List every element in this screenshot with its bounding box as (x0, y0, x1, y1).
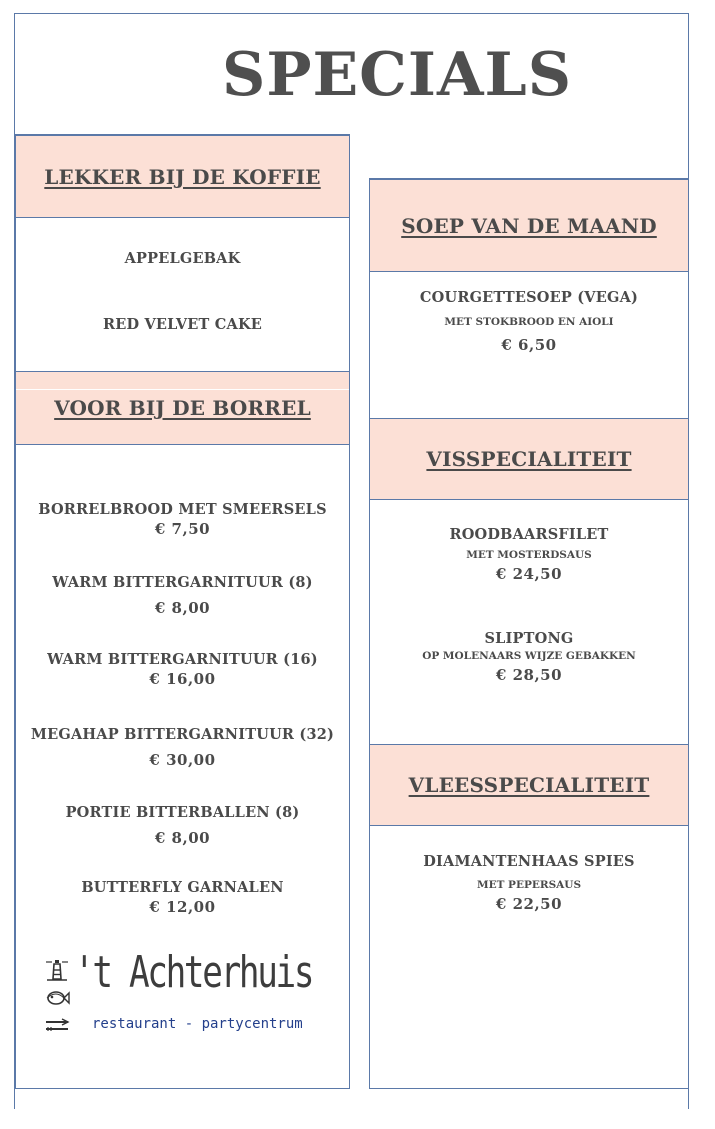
item-name: PORTIE BITTERBALLEN (8) (65, 804, 300, 821)
menu-item (370, 630, 688, 684)
vis-header (370, 418, 688, 500)
item-name: BUTTERFLY GARNALEN (81, 879, 284, 896)
restaurant-logo (38, 943, 338, 1045)
vlees-heading: VLEESSPECIALITEIT (408, 773, 650, 797)
soep-heading: SOEP VAN DE MAAND (401, 213, 657, 238)
borrel-header (16, 371, 349, 445)
lighthouse-icon (44, 957, 70, 983)
cutlery-icon (44, 1016, 70, 1036)
koffie-heading: LEKKER BIJ DE KOFFIE (44, 164, 321, 189)
item-name: COURGETTESOEP (VEGA) (419, 289, 639, 306)
item-description: MET PEPERSAUS (476, 879, 582, 891)
menu-item (16, 574, 349, 617)
menu-item (16, 879, 349, 916)
item-price: € 6,50 (501, 336, 557, 354)
item-price: € 22,50 (495, 895, 563, 913)
item-description: MET STOKBROOD EN AIOLI (444, 316, 614, 328)
left-column (15, 134, 350, 1089)
logo-name: 't Achterhuis (74, 947, 313, 998)
borrel-heading: VOOR BIJ DE BORREL (54, 396, 311, 420)
vlees-header (370, 744, 688, 826)
item-price: € 16,00 (149, 670, 216, 688)
soep-header (370, 179, 688, 272)
right-column (369, 178, 689, 1089)
item-price: € 12,00 (149, 898, 216, 916)
menu-item (16, 651, 349, 688)
koffie-header (16, 135, 349, 218)
item-price: € 24,50 (495, 565, 563, 583)
page-title: SPECIALS (222, 40, 573, 110)
menu-item (16, 726, 349, 769)
item-price: € 8,00 (154, 599, 211, 617)
item-name: ROODBAARSFILET (449, 526, 609, 543)
item-name: WARM BITTERGARNITUUR (8) (52, 574, 313, 591)
item-name: SLIPTONG (484, 630, 574, 647)
item-description: OP MOLENAARS WIJZE GEBAKKEN (422, 650, 636, 662)
vis-heading: VISSPECIALITEIT (426, 447, 632, 471)
band-divider (16, 389, 349, 390)
koffie-item: RED VELVET CAKE (102, 316, 263, 333)
item-name: WARM BITTERGARNITUUR (16) (47, 651, 318, 668)
item-price: € 7,50 (154, 520, 211, 538)
item-name: BORRELBROOD MET SMEERSELS (38, 501, 327, 518)
item-price: € 28,50 (495, 666, 563, 684)
menu-item (370, 526, 688, 583)
item-price: € 30,00 (149, 751, 216, 769)
logo-tagline: restaurant - partycentrum (92, 1016, 303, 1032)
fish-icon (44, 988, 70, 1008)
menu-item (370, 289, 688, 354)
item-name: DIAMANTENHAAS SPIES (423, 853, 635, 870)
menu-item (16, 501, 349, 538)
item-description: MET MOSTERDSAUS (466, 549, 592, 561)
menu-item (16, 804, 349, 847)
item-name: MEGAHAP BITTERGARNITUUR (32) (30, 726, 335, 743)
menu-item (370, 853, 688, 913)
item-price: € 8,00 (154, 829, 211, 847)
koffie-item: APPELGEBAK (124, 250, 241, 267)
